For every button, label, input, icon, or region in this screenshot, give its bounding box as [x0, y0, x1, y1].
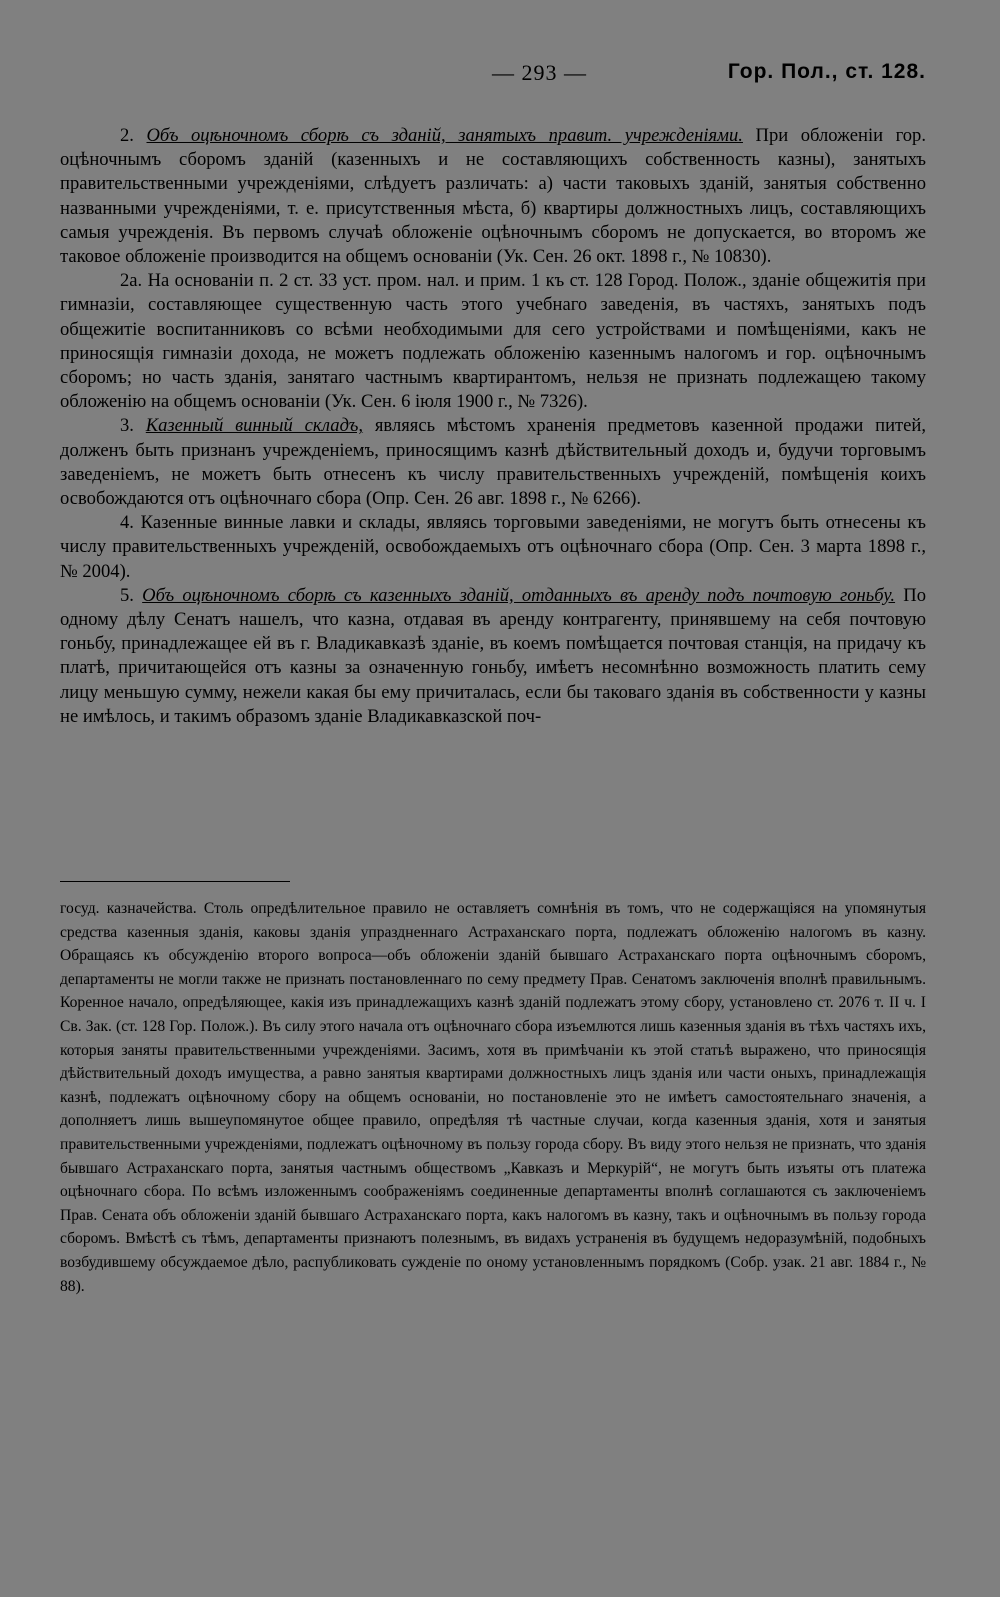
paragraph-text: На основаніи п. 2 ст. 33 уст. пром. нал. и прим. 1 къ ст. 128 Город. Полож., зданіе общежитія при гимназіи, составляющее существенную часть этого учебнаго заведенія, въ частяхъ, занятыхъ подъ общежитіе воспитанниковъ со всѣми необходимыми для сего устройствами и помѣщеніями, какъ не приносящія гимназіи дохода, не можетъ подлежать обложенію казеннымъ налогомъ и гор. оцѣночнымъ сборомъ; но часть зданія, занятаго частнымъ квартирантомъ, нельзя не признать подлежащею такому обложенію на общемъ основаніи (Ук. Сен. 6 іюля 1900 г., № 7326). [60, 270, 926, 413]
footnote-divider [60, 881, 290, 882]
paragraph-number: 2. [120, 125, 134, 146]
page-number: — 293 — [492, 60, 587, 85]
paragraph-3 [60, 414, 926, 511]
paragraph-5 [60, 584, 926, 729]
paragraph-heading: Объ оцѣночномъ сборѣ съ зданій, занятыхъ правит. учрежденіями. [146, 125, 743, 146]
paragraph-2 [60, 124, 926, 269]
main-text [60, 124, 926, 729]
running-head: Гор. Пол., ст. 128. [727, 60, 926, 83]
paragraph-text: Казенные винные лавки и склады, являясь торговыми заведеніями, не могутъ быть отнесены къ числу правительственныхъ учрежденій, освобождаемыхъ отъ оцѣночнаго сбора (Опр. Сен. 3 марта 1898 г., № 2004). [60, 512, 926, 582]
paragraph-text: являясь мѣстомъ храненія предметовъ казенной продажи питей, долженъ быть признанъ учрежденіемъ, приносящимъ казнѣ дѣйствительный доходъ и, будучи торговымъ заведеніемъ, не можетъ быть отнесенъ къ числу правительственныхъ учрежденій, помѣщенія коихъ освобождаются отъ оцѣночнаго сбора (Опр. Сен. 26 авг. 1898 г., № 6266). [60, 415, 927, 510]
paragraph-number: 5. [120, 584, 134, 606]
paragraph-heading: Казенный винный складъ, [145, 415, 364, 437]
paragraph-text: По одному дѣлу Сенатъ нашелъ, что казна, отдавая въ аренду контрагенту, принявшему на себя почтовую гоньбу, принадлежащее ей въ г. Владикавказѣ зданіе, въ коемъ помѣщается почтовая станція, на придачу къ платѣ, причитающейся отъ казны за означенную гоньбу, имѣетъ несомнѣнно возможность платить сему лицу меньшую сумму, нежели какая бы ему причиталась, если бы таковаго зданія въ собственности у казны не имѣлось, и такимъ образомъ зданіе Владикавказской поч- [60, 584, 926, 727]
footnote-text: госуд. казначейства. Столь опредѣлительное правило не оставляетъ сомнѣнія въ томъ, что не содержащіяся на упомянутыя средства казенныя зданія, каковы зданія упраздненнаго Астраханскаго порта, подлежатъ обложенію налогомъ въ казну. Обращаясь къ обсужденію второго вопроса—объ обложеніи зданій бывшаго Астраханскаго порта оцѣночнымъ сборомъ, департаменты не могли также не признать постановленнаго по сему предмету Прав. Сенатомъ заключенія вполнѣ правильнымъ. Коренное начало, опредѣляющее, какія изъ принадлежащихъ казнѣ зданій подлежатъ этому сбору, установлено ст. 2076 т. II ч. I Св. Зак. (ст. 128 Гор. Полож.). Въ силу этого начала отъ оцѣночнаго сбора изъемлются лишь казенныя зданія въ тѣхъ частяхъ ихъ, которыя заняты правительственными учрежденіями. Засимъ, хотя въ примѣчаніи къ этой статьѣ выражено, что приносящія дѣйствительный доходъ имущества, а равно занятыя квартирами должностныхъ лицъ зданія или части оныхъ, принадлежащія казнѣ, подлежатъ оцѣночному сбору на общемъ основаніи, но постановленіе это не имѣетъ самостоятельнаго значенія, а дополняетъ лишь вышеупомянутое общее правило, опредѣляя тѣ частные случаи, когда казенныя зданія, хотя и занятыя правительственными учрежденіями, подлежатъ оцѣночному въ пользу города сбору. Въ виду этого нельзя не признать, что зданія бывшаго Астраханскаго порта, занятыя частнымъ обществомъ „Кавказъ и Меркурій“, не могутъ быть изъяты отъ платежа оцѣночнаго сбора. По всѣмъ изложеннымъ соображеніямъ соединенные департаменты вполнѣ соглашаются съ заключеніемъ Прав. Сената объ обложеніи зданій бывшаго Астраханскаго порта, какъ налогомъ въ казну, такъ и оцѣночнымъ въ пользу города сборомъ. Вмѣстѣ съ тѣмъ, департаменты признаютъ полезнымъ, въ видахъ устраненія въ будущемъ недоразумѣній, подобныхъ возбудившему обсуждаемое дѣло, распубликовать сужденіе по оному установленнымъ порядкомъ (Собр. узак. 21 авг. 1884 г., № 88). [60, 900, 926, 1295]
paragraph-heading: Объ оцѣночномъ сборѣ съ казенныхъ зданій, отданныхъ въ аренду подъ почтовую гоньбу. [142, 584, 896, 606]
paragraph-number: 3. [120, 415, 134, 437]
paragraph-number: 2а. [120, 270, 143, 292]
page-header [60, 60, 926, 90]
paragraph-text: При обложеніи гор. оцѣночнымъ сборомъ зданій (казенныхъ и не составляющихъ собственность казны), занятыхъ правительственными учрежденіями, слѣдуетъ различать: а) части таковыхъ зданій, занятыя собственно названными учрежденіями, т. е. присутственныя мѣста, б) квартиры должностныхъ лицъ, составляющихъ самыя учрежденія. Въ первомъ случаѣ обложеніе оцѣночнымъ сборомъ не допускается, во второмъ же таковое обложеніе производится на общемъ основаніи (Ук. Сен. 26 окт. 1898 г., № 10830). [60, 125, 926, 268]
paragraph-number: 4. [120, 512, 134, 534]
paragraph-4 [60, 511, 926, 584]
paragraph-2a [60, 269, 926, 414]
